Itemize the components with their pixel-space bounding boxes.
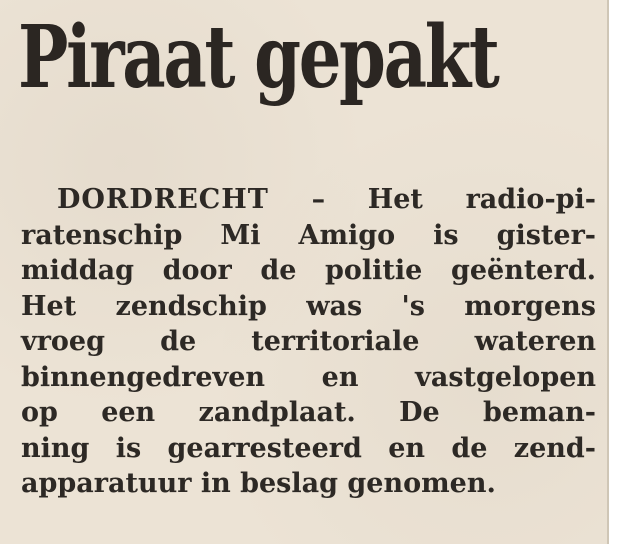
article-line-2: ratenschip Mi Amigo is gister- — [21, 219, 596, 251]
article-line-9: apparatuur in beslag genomen. — [21, 468, 496, 499]
article-line-1-text: – Het radio-pi- — [268, 184, 596, 215]
article-line-3: middag door de politie geënterd. — [21, 255, 596, 286]
article-line-5: vroeg de territoriale wateren — [21, 326, 596, 357]
article-line-6: binnengedreven en vastgelopen — [21, 361, 596, 393]
dateline: DORDRECHT — [57, 184, 269, 215]
article-line-1 — [21, 182, 596, 218]
article-line-8: ning is gearresteerd en de zend- — [21, 432, 596, 464]
headline: Piraat gepakt — [18, 7, 498, 108]
article-line-4: Het zendschip was 's morgens — [21, 290, 596, 322]
article-body — [21, 182, 596, 502]
article-line-7: op een zandplaat. De beman- — [21, 397, 596, 428]
